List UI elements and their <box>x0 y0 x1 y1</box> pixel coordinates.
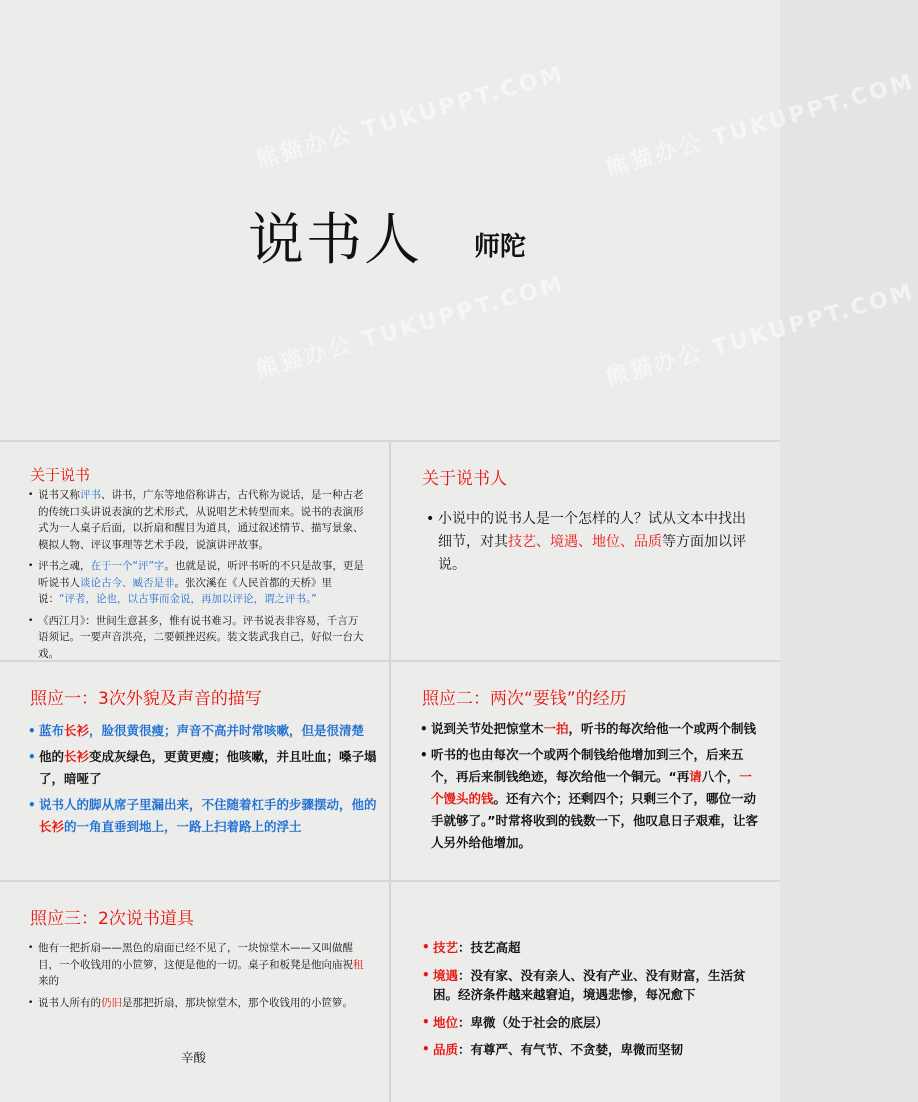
echo-two-list <box>420 718 760 858</box>
body-text: 说书人所有的 <box>38 996 101 1009</box>
list-item <box>28 613 368 663</box>
watermark: 熊猫办公 TUKUPPT.COM <box>603 279 918 392</box>
highlight-text: 长衫 <box>39 819 65 834</box>
body-text: 。还有六个；还剩四个；只剩三个了，哪位一动手就够了。”时常将收到的钱数一下，他叹息日子艰难，让客人另外给他增加。 <box>431 791 758 850</box>
list-item <box>420 718 760 740</box>
highlight-text: 请 <box>689 769 702 784</box>
caption-bitterness: 辛酸 <box>181 1050 207 1065</box>
highlight-text: 仍旧 <box>101 996 122 1009</box>
body-text: 听书的也由每次一个或两个制钱给他增加到三个，后来五个，再后来制钱绝迹，每次给他一个铜元。“再 <box>431 747 744 784</box>
list-item <box>422 938 758 958</box>
slide-echo-two <box>391 662 780 880</box>
body-text: 来的 <box>38 975 59 987</box>
body-text: ：技艺高超 <box>458 940 521 955</box>
watermark: 熊猫办公 TUKUPPT.COM <box>253 271 568 384</box>
highlight-text: 在于一个“评”字 <box>90 560 165 572</box>
cover-author: 师陀 <box>474 232 527 262</box>
highlight-text: “评者，论也，以古事而金说，再加以评论，谓之评书。” <box>59 593 317 605</box>
body-text: 说到关节处把惊堂木 <box>431 721 544 736</box>
highlight-text: 评书 <box>80 489 101 501</box>
list-item <box>28 940 368 990</box>
list-item <box>28 746 378 790</box>
slide-heading: 照应一：3次外貌及声音的描写 <box>30 689 262 709</box>
slide-about-storytelling <box>0 442 389 660</box>
highlight-text: 地位 <box>433 1014 459 1030</box>
about-storytelling-list <box>28 487 368 667</box>
body-text: 等方面加以评说。 <box>438 534 746 573</box>
highlight-text: 技艺、境遇、地位、品质 <box>508 534 662 550</box>
body-text: 是那把折扇，那块惊堂木，那个收钱用的小笸箩。 <box>122 996 353 1009</box>
highlight-text: 技艺 <box>433 940 459 955</box>
list-item <box>420 744 760 854</box>
list-item <box>28 487 368 553</box>
slide-summary <box>391 882 780 1102</box>
highlight-text: ，脸很黄很瘦；声音不高并时常咳嗽，但是很清楚 <box>89 723 365 738</box>
highlight-text: 品质 <box>433 1042 459 1057</box>
body-text: ，听书的每次给他一个或两个制钱 <box>568 721 757 736</box>
highlight-text: 长衫 <box>64 749 90 764</box>
cover-title: 说书人 <box>248 208 422 273</box>
slide-heading: 照应三：2次说书道具 <box>30 909 194 929</box>
highlight-text: 的一角直垂到地上，一路上扫着路上的浮土 <box>64 819 302 834</box>
list-item <box>422 1013 758 1033</box>
list-item <box>422 1040 758 1060</box>
summary-list <box>422 938 758 1068</box>
slide-echo-three <box>0 882 389 1102</box>
cover-slide <box>0 0 918 440</box>
body-text: 《西江月》：世间生意甚多，惟有说书难习。评书说表非容易，千言万语须记。一要声音洪亮，二要顿挫迟疾。装文装武我自己，好似一台大戏。 <box>38 614 364 660</box>
body-text: ：没有家、没有亲人、没有产业、没有财富，生活贫困。经济条件越来越窘迫，境遇悲惨，每况愈下 <box>433 967 746 1002</box>
body-text: 他有一把折扇——黑色的扇面已经不见了，一块惊堂木——又叫做醒目，一个收钱用的小笸箩，这便是他的一切。桌子和板凳是他向庙祝 <box>38 942 353 971</box>
body-text: ：有尊严、有气节、不贪婪，卑微而坚韧 <box>458 1042 684 1057</box>
slide-heading: 关于说书人 <box>422 469 507 489</box>
slide-echo-one <box>0 662 389 880</box>
highlight-text: 蓝布 <box>39 723 65 738</box>
body-text: 。也就是说，听评书听的不只是故事，更是听说书人 <box>38 560 364 589</box>
echo-one-list <box>28 720 378 842</box>
watermark: 熊猫办公 TUKUPPT.COM <box>603 69 918 182</box>
body-text: 八个， <box>701 769 740 784</box>
list-item <box>28 720 378 742</box>
highlight-text: 一个馒头的钱 <box>431 769 752 806</box>
list-item <box>28 558 368 608</box>
list-item <box>422 966 758 1005</box>
body-text: 小说中的说书人是一个怎样的人？试从文本中找出细节，对其 <box>438 511 746 550</box>
highlight-text: 一拍 <box>543 721 569 736</box>
body-text: 变成灰绿色，更黄更瘦；他咳嗽，并且吐血；嗓子塌了，暗哑了 <box>39 749 377 786</box>
body-text: 。张次溪在《人民首都的天桥》里说： <box>38 576 332 605</box>
highlight-text: 说书人的脚从席子里漏出来，不住随着杠手的步骤摆动，他的 <box>39 797 377 812</box>
echo-three-list <box>28 940 368 1016</box>
body-text: ：卑微（处于社会的底层） <box>458 1014 609 1030</box>
body-text: 说书又称 <box>38 489 80 501</box>
highlight-text: 长衫 <box>64 723 90 738</box>
highlight-text: 谈论古今、臧否是非 <box>80 576 175 589</box>
list-item <box>28 794 378 838</box>
slide-heading: 关于说书 <box>30 466 91 484</box>
storyteller-question <box>438 508 758 577</box>
list-item <box>28 995 368 1012</box>
highlight-text: 境遇 <box>433 967 459 983</box>
body-text: 评书之魂， <box>38 560 91 572</box>
watermark: 熊猫办公 TUKUPPT.COM <box>253 61 568 174</box>
body-text: 他的 <box>39 749 65 764</box>
highlight-text: 租 <box>353 958 364 971</box>
slide-heading: 照应二：两次“要钱”的经历 <box>422 689 627 709</box>
body-text: 、讲书，广东等地俗称讲古，古代称为说话，是一种古老的传统口头讲说表演的艺术形式，从说唱艺术转型而来。说书的表演形式为一人桌子后面，以折扇和醒目为道具，通过叙述情节、描写景象、模拟人物、评议事理等艺术手段，说演讲评故事。 <box>38 489 364 551</box>
